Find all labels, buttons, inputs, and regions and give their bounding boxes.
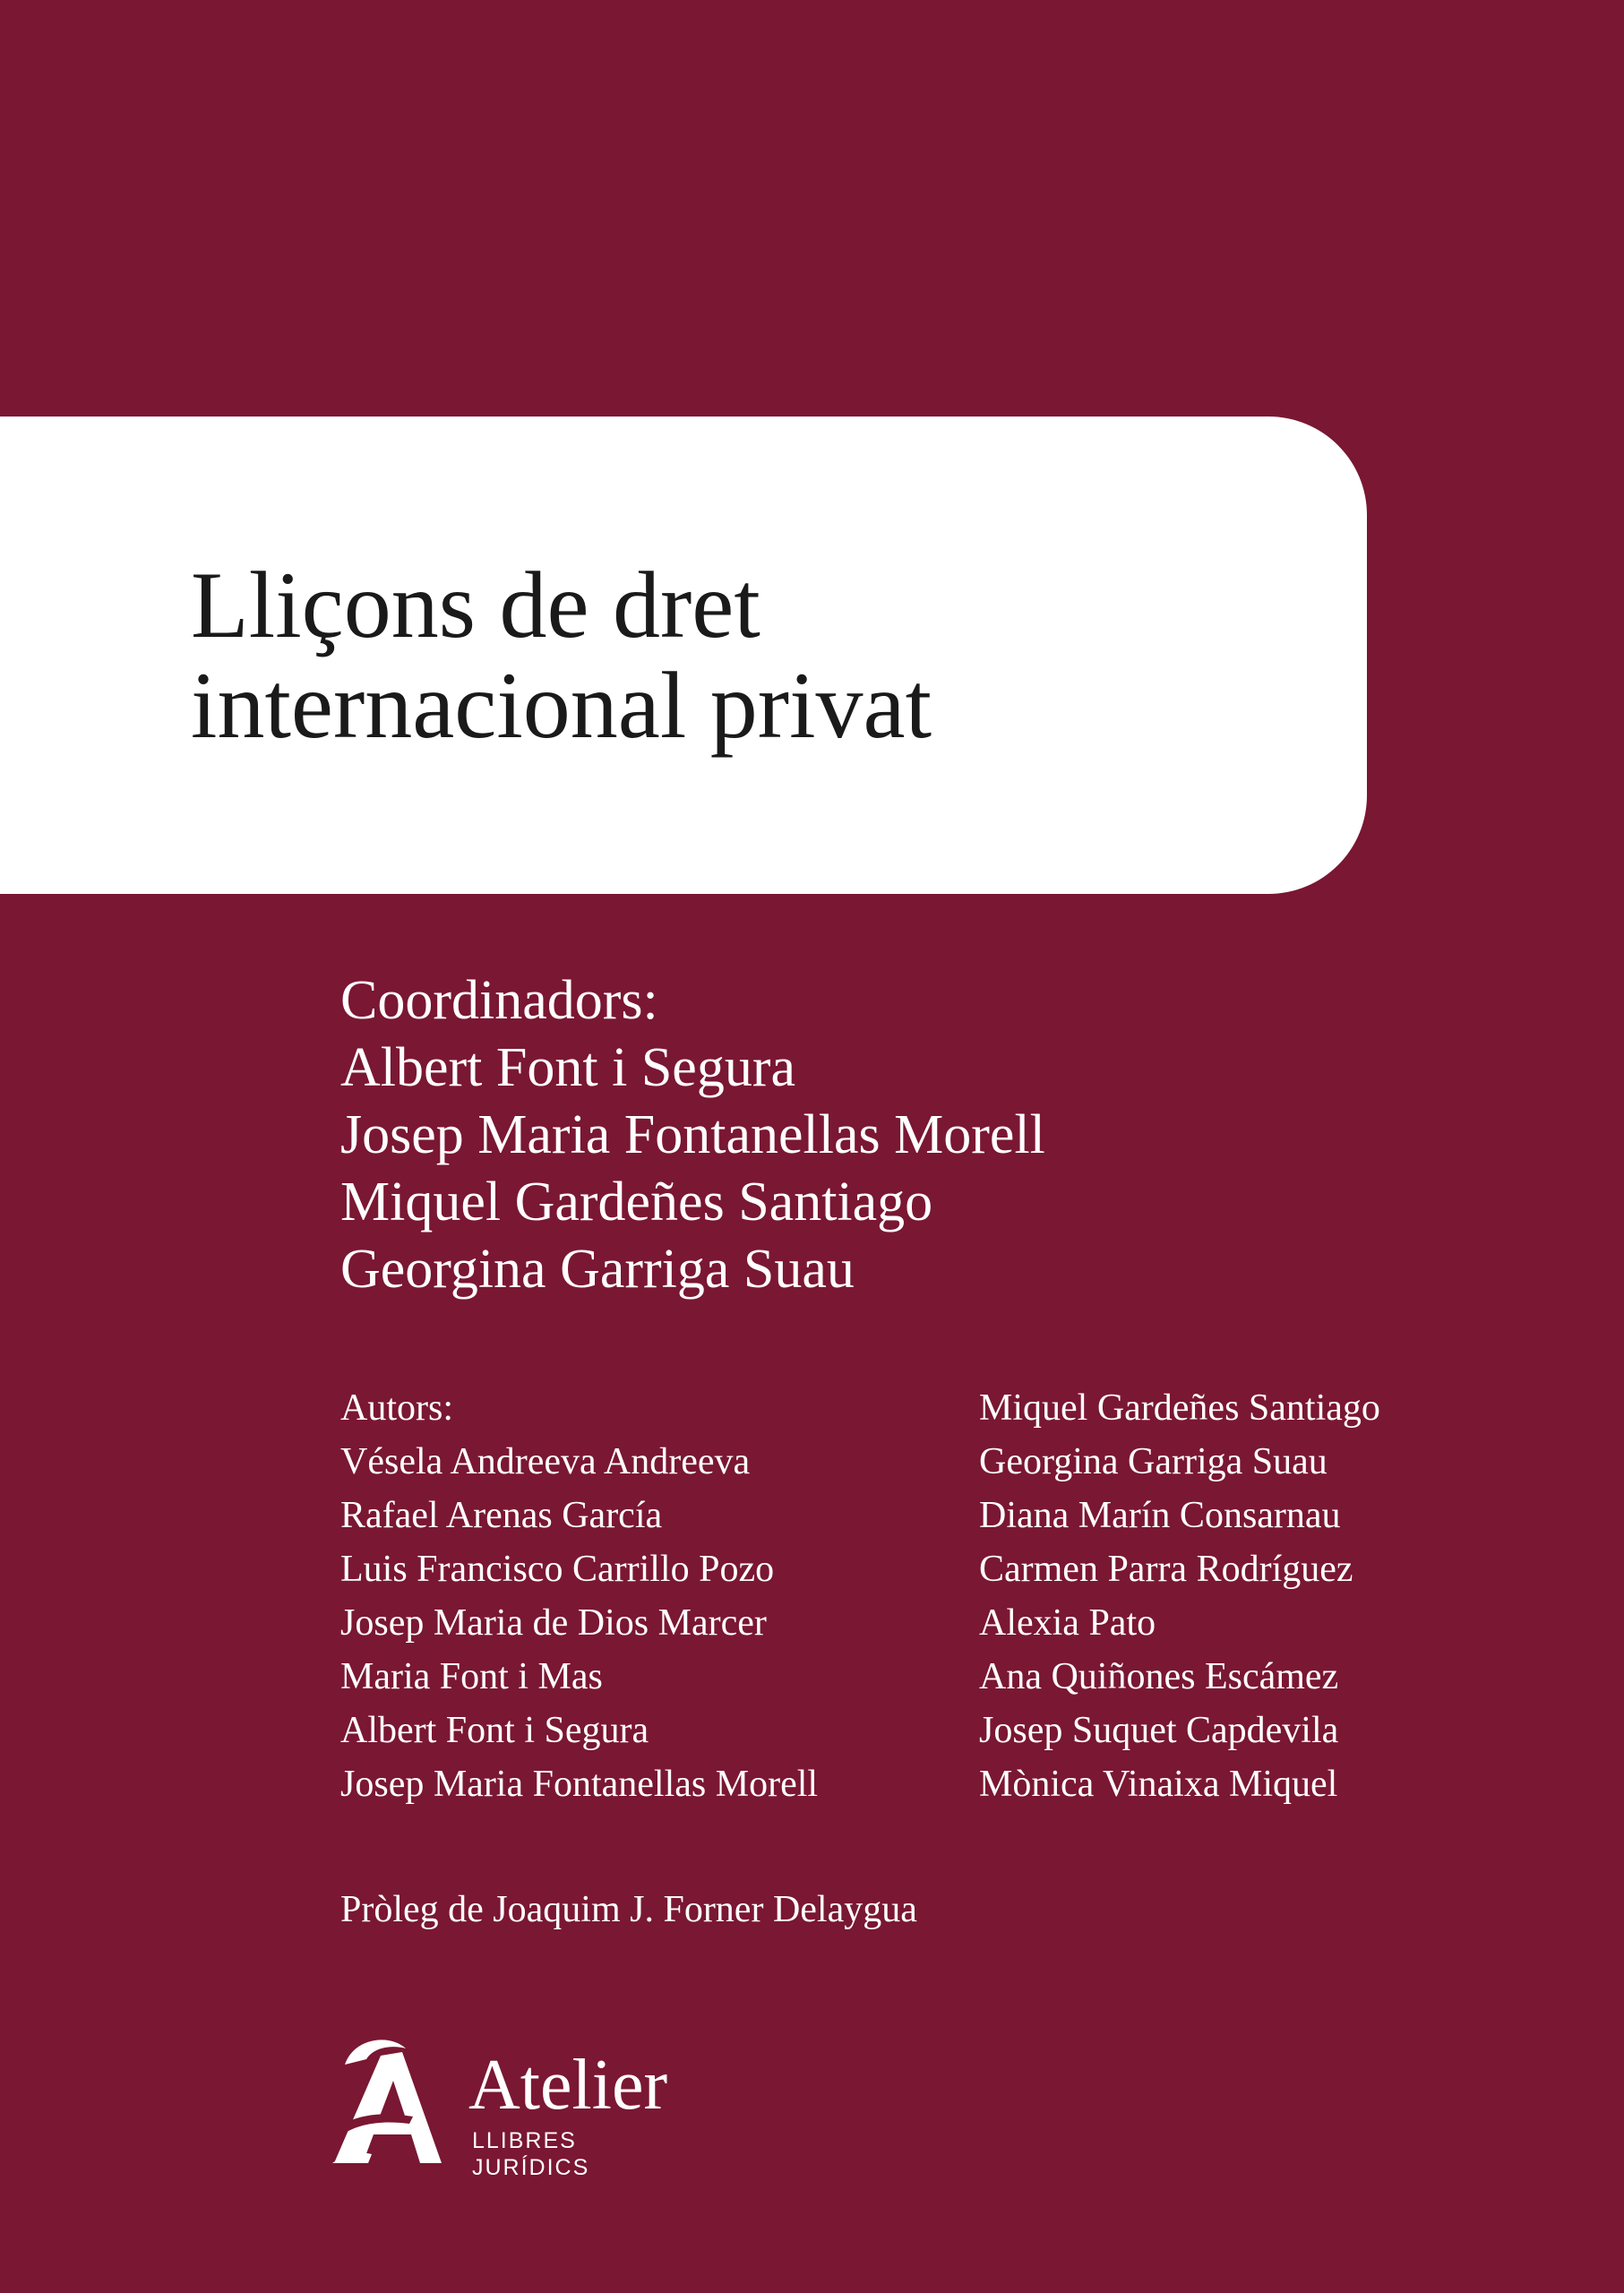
authors-right-column	[979, 1381, 1380, 1811]
book-title-line-2: internacional privat	[191, 653, 932, 758]
author-name: Maria Font i Mas	[340, 1656, 603, 1697]
author-name: Alexia Pato	[979, 1602, 1156, 1644]
coordinator-name: Georgina Garriga Suau	[340, 1239, 855, 1300]
author-name: Josep Maria de Dios Marcer	[340, 1602, 767, 1644]
coordinators-label: Coordinadors:	[340, 970, 658, 1031]
publisher-name: Atelier	[468, 2046, 668, 2125]
author-name: Albert Font i Segura	[340, 1710, 649, 1751]
authors-label: Autors:	[340, 1387, 453, 1429]
author-name: Diana Marín Consarnau	[979, 1495, 1341, 1536]
author-name: Rafael Arenas García	[340, 1495, 663, 1536]
author-name: Vésela Andreeva Andreeva	[340, 1441, 751, 1482]
author-name: Josep Suquet Capdevila	[979, 1710, 1339, 1751]
author-name: Ana Quiñones Escámez	[979, 1656, 1339, 1697]
book-title	[191, 555, 932, 756]
coordinator-name: Josep Maria Fontanellas Morell	[340, 1104, 1045, 1165]
atelier-a-logo-icon	[327, 2029, 452, 2172]
coordinator-name: Albert Font i Segura	[340, 1037, 795, 1098]
author-name: Mònica Vinaixa Miquel	[979, 1764, 1338, 1805]
authors-left-column	[340, 1435, 818, 1811]
author-name: Georgina Garriga Suau	[979, 1441, 1328, 1482]
author-name: Josep Maria Fontanellas Morell	[340, 1764, 819, 1805]
coordinators-block	[340, 967, 1045, 1303]
author-name: Luis Francisco Carrillo Pozo	[340, 1549, 775, 1590]
coordinator-name: Miquel Gardeñes Santiago	[340, 1172, 933, 1232]
book-title-line-1: Lliçons de dret	[191, 553, 760, 657]
author-name: Miquel Gardeñes Santiago	[979, 1387, 1380, 1429]
publisher-logo	[327, 2029, 685, 2180]
prologue-credit: Pròleg de Joaquim J. Forner Delaygua	[340, 1889, 917, 1930]
publisher-subtitle: LLIBRES JURÍDICS	[472, 2128, 590, 2180]
author-name: Carmen Parra Rodríguez	[979, 1549, 1353, 1590]
